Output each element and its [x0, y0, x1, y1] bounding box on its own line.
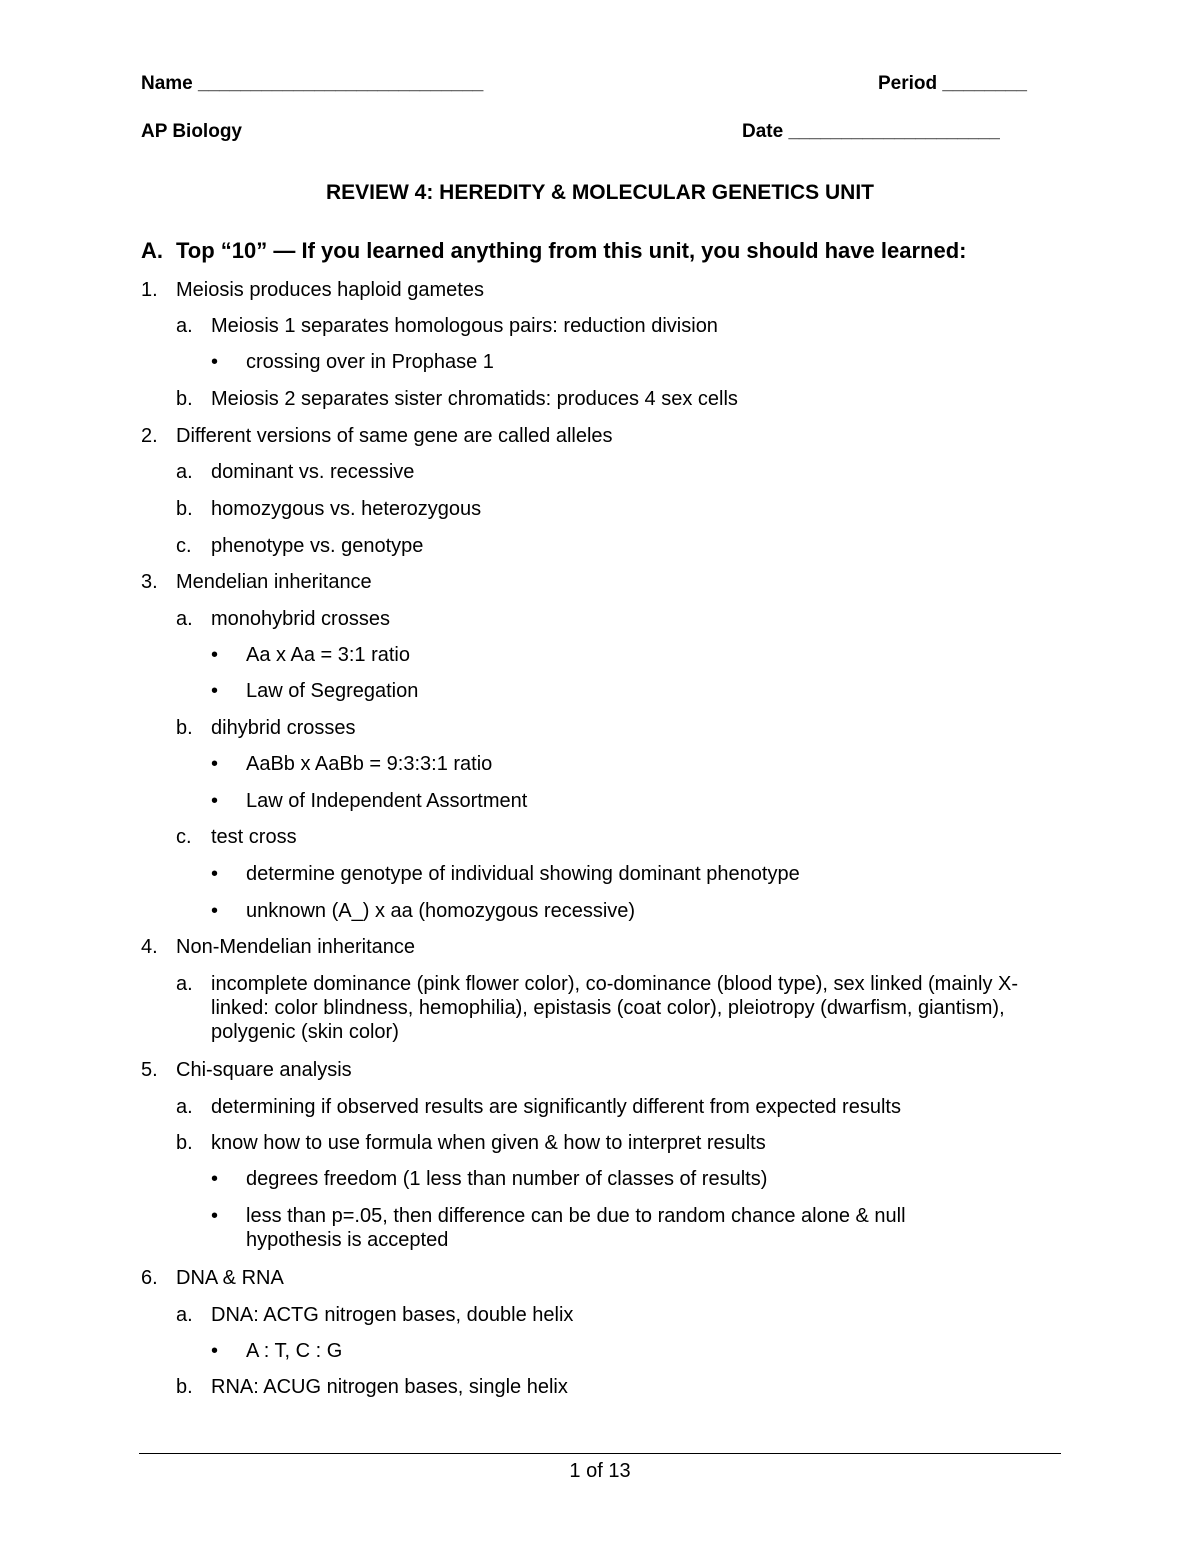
list-item-level-1: [141, 1266, 1061, 1290]
list-item-text: Law of Independent Assortment: [246, 790, 528, 812]
list-marker: 2.: [141, 425, 158, 447]
list-item-text: determining if observed results are significantly different from expected results: [211, 1096, 901, 1118]
list-marker: a.: [176, 1304, 193, 1326]
list-marker: c.: [176, 535, 192, 557]
list-item-text: Aa x Aa = 3:1 ratio: [246, 644, 410, 666]
list-item-level-3: [211, 679, 1061, 703]
list-item-level-3: [211, 862, 1061, 886]
list-item-text: dihybrid crosses: [211, 717, 356, 739]
list-item-level-3: [211, 1204, 971, 1252]
list-marker: a.: [176, 608, 193, 630]
list-marker: c.: [176, 826, 192, 848]
list-marker: a.: [176, 973, 193, 995]
period-field-label: Period ________: [878, 73, 1027, 94]
list-item-level-1: [141, 570, 1061, 594]
page-number: 1 of 13: [569, 1460, 631, 1482]
list-item-level-2: [176, 1131, 1061, 1155]
list-item-level-3: [211, 350, 1061, 374]
page-title: REVIEW 4: HEREDITY & MOLECULAR GENETICS UNIT: [326, 181, 874, 204]
list-item-text: determine genotype of individual showing dominant phenotype: [246, 863, 800, 885]
bullet-marker: •: [211, 351, 219, 373]
date-field-label: Date ____________________: [742, 121, 1000, 142]
list-item-level-3: [211, 899, 1061, 923]
list-marker: 6.: [141, 1267, 158, 1289]
list-item-text: test cross: [211, 826, 297, 848]
list-item-text: Meiosis produces haploid gametes: [176, 279, 484, 301]
list-item-level-2: [176, 1303, 1061, 1327]
list-item-level-2: [176, 534, 1061, 558]
list-item-level-3: [211, 643, 1061, 667]
section-letter: A.: [141, 238, 163, 263]
bullet-marker: •: [211, 680, 219, 702]
bullet-marker: •: [211, 1340, 219, 1362]
bullet-marker: •: [211, 753, 219, 775]
list-marker: 1.: [141, 279, 158, 301]
list-item-text: dominant vs. recessive: [211, 461, 415, 483]
list-item-level-1: [141, 935, 1061, 959]
list-item-level-3: [211, 1167, 1061, 1191]
list-item-level-3: [211, 1339, 1061, 1363]
footer-divider: [139, 1453, 1061, 1454]
list-item-text: unknown (A_) x aa (homozygous recessive): [246, 900, 636, 922]
bullet-marker: •: [211, 900, 219, 922]
list-item-level-2: [176, 387, 1061, 411]
list-item-level-2: [176, 314, 1061, 338]
list-marker: b.: [176, 717, 193, 739]
list-marker: 5.: [141, 1059, 158, 1081]
list-item-text: degrees freedom (1 less than number of classes of results): [246, 1168, 768, 1190]
list-item-text: know how to use formula when given & how to interpret results: [211, 1132, 766, 1154]
list-marker: a.: [176, 315, 193, 337]
list-item-level-2: [176, 825, 1061, 849]
list-item-level-1: [141, 1058, 1061, 1082]
list-item-level-3: [211, 752, 1061, 776]
list-marker: b.: [176, 388, 193, 410]
list-item-text: Chi-square analysis: [176, 1059, 352, 1081]
list-marker: a.: [176, 1096, 193, 1118]
list-marker: 4.: [141, 936, 158, 958]
list-item-level-2: [176, 972, 1061, 1044]
list-item-text: DNA & RNA: [176, 1267, 284, 1289]
list-item-text: Meiosis 2 separates sister chromatids: produces 4 sex cells: [211, 388, 738, 410]
bullet-marker: •: [211, 790, 219, 812]
list-item-level-2: [176, 497, 1061, 521]
section-heading: [141, 237, 966, 265]
list-item-level-2: [176, 460, 1061, 484]
bullet-marker: •: [211, 863, 219, 885]
list-item-text: RNA: ACUG nitrogen bases, single helix: [211, 1376, 568, 1398]
list-item-text: AaBb x AaBb = 9:3:3:1 ratio: [246, 753, 493, 775]
section-heading-text: Top “10” — If you learned anything from this unit, you should have learned:: [176, 238, 967, 263]
list-item-level-2: [176, 716, 1061, 740]
course-name: AP Biology: [141, 121, 242, 142]
list-item-level-2: [176, 607, 1061, 631]
list-item-level-3: [211, 789, 1061, 813]
name-field-label: Name ___________________________: [141, 73, 484, 94]
list-item-level-1: [141, 278, 1061, 302]
list-item-text: Mendelian inheritance: [176, 571, 372, 593]
list-item-text: monohybrid crosses: [211, 608, 390, 630]
list-item-text: A : T, C : G: [246, 1340, 343, 1362]
bullet-marker: •: [211, 1205, 219, 1227]
list-item-text: homozygous vs. heterozygous: [211, 498, 482, 520]
list-marker: b.: [176, 1376, 193, 1398]
list-item-text: incomplete dominance (pink flower color), co-dominance (blood type), sex linked (mainly X-linked: color blindness, hemophilia), epistasis (coat color), pleiotropy (dwarfism, giantism), polygenic (skin color): [211, 973, 1019, 1043]
list-marker: 3.: [141, 571, 158, 593]
list-item-level-1: [141, 424, 1061, 448]
list-item-level-2: [176, 1375, 1061, 1399]
list-item-text: less than p=.05, then difference can be due to random chance alone & null hypothesis is accepted: [246, 1205, 906, 1251]
list-item-text: Different versions of same gene are called alleles: [176, 425, 613, 447]
list-item-text: phenotype vs. genotype: [211, 535, 424, 557]
bullet-marker: •: [211, 1168, 219, 1190]
bullet-marker: •: [211, 644, 219, 666]
list-item-text: crossing over in Prophase 1: [246, 351, 494, 373]
list-item-level-2: [176, 1095, 1061, 1119]
list-marker: b.: [176, 1132, 193, 1154]
list-item-text: Non-Mendelian inheritance: [176, 936, 416, 958]
list-item-text: Meiosis 1 separates homologous pairs: reduction division: [211, 315, 718, 337]
list-marker: a.: [176, 461, 193, 483]
list-item-text: DNA: ACTG nitrogen bases, double helix: [211, 1304, 574, 1326]
list-item-text: Law of Segregation: [246, 680, 419, 702]
list-marker: b.: [176, 498, 193, 520]
